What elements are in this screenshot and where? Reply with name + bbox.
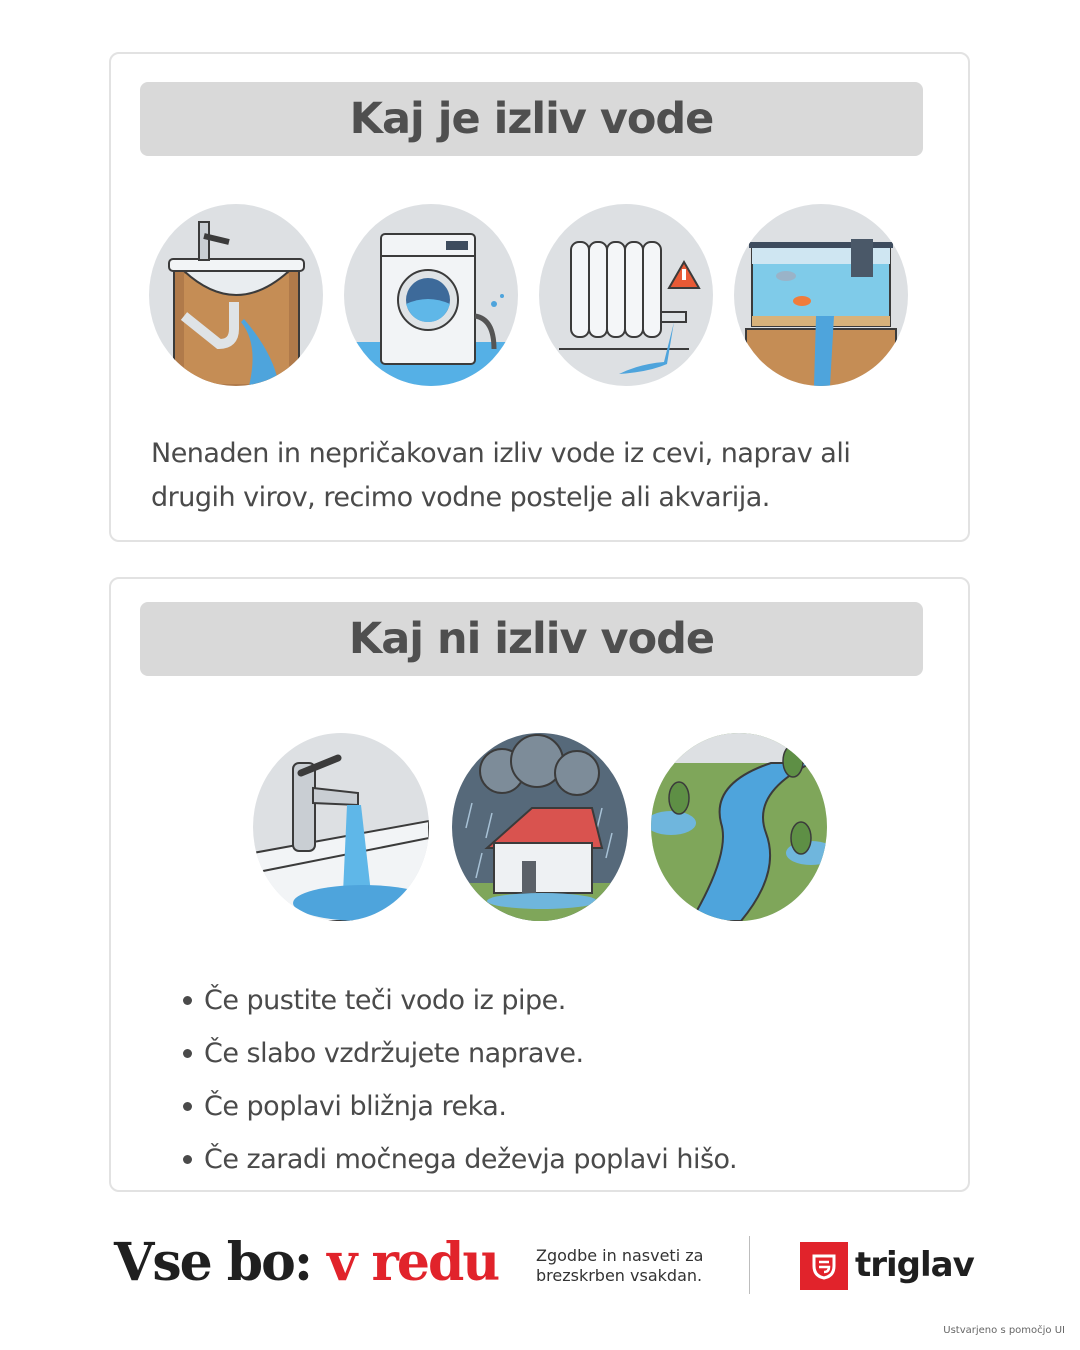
illustration-row [253, 733, 827, 921]
leaking-sink-illustration [149, 204, 323, 386]
section-title-bar [140, 602, 923, 676]
section-title-bar [140, 82, 923, 156]
what-is-water-leak-card [109, 52, 970, 542]
leaking-radiator-illustration [539, 204, 713, 386]
triglav-logo-icon [800, 1242, 848, 1290]
company-name: triglav [855, 1245, 974, 1285]
river-flood-illustration [651, 733, 827, 921]
brand-logo-vse-bo-v-redu: Vse bo: v redu [114, 1232, 499, 1293]
bullet-icon [183, 996, 192, 1005]
tagline: Zgodbe in nasveti za brezskrben vsakdan. [536, 1246, 704, 1285]
ai-credit: Ustvarjeno s pomočjo UI [943, 1325, 1065, 1336]
list-item: Če poplavi bližnja reka. [183, 1080, 737, 1133]
section-title: Kaj ni izliv vode [348, 614, 715, 664]
divider [749, 1236, 750, 1294]
what-is-not-water-leak-card [109, 577, 970, 1192]
list-item: Če pustite teči vodo iz pipe. [183, 974, 737, 1027]
leaking-washing-machine-illustration [344, 204, 518, 386]
bullet-icon [183, 1155, 192, 1164]
running-tap-illustration [253, 733, 429, 921]
bullet-icon [183, 1049, 192, 1058]
house-in-rain-illustration [452, 733, 628, 921]
broken-aquarium-illustration [734, 204, 908, 386]
footer [0, 1228, 1080, 1308]
section-title: Kaj je izliv vode [349, 94, 714, 144]
bullet-icon [183, 1102, 192, 1111]
illustration-row [149, 204, 908, 386]
list-item: Če zaradi močnega deževja poplavi hišo. [183, 1133, 737, 1186]
list-item: Če slabo vzdržujete naprave. [183, 1027, 737, 1080]
not-water-leak-list [183, 974, 737, 1186]
water-leak-definition: Nenaden in nepričakovan izliv vode iz cevi, naprav ali drugih virov, recimo vodne postelje ali akvarija. [151, 438, 851, 513]
